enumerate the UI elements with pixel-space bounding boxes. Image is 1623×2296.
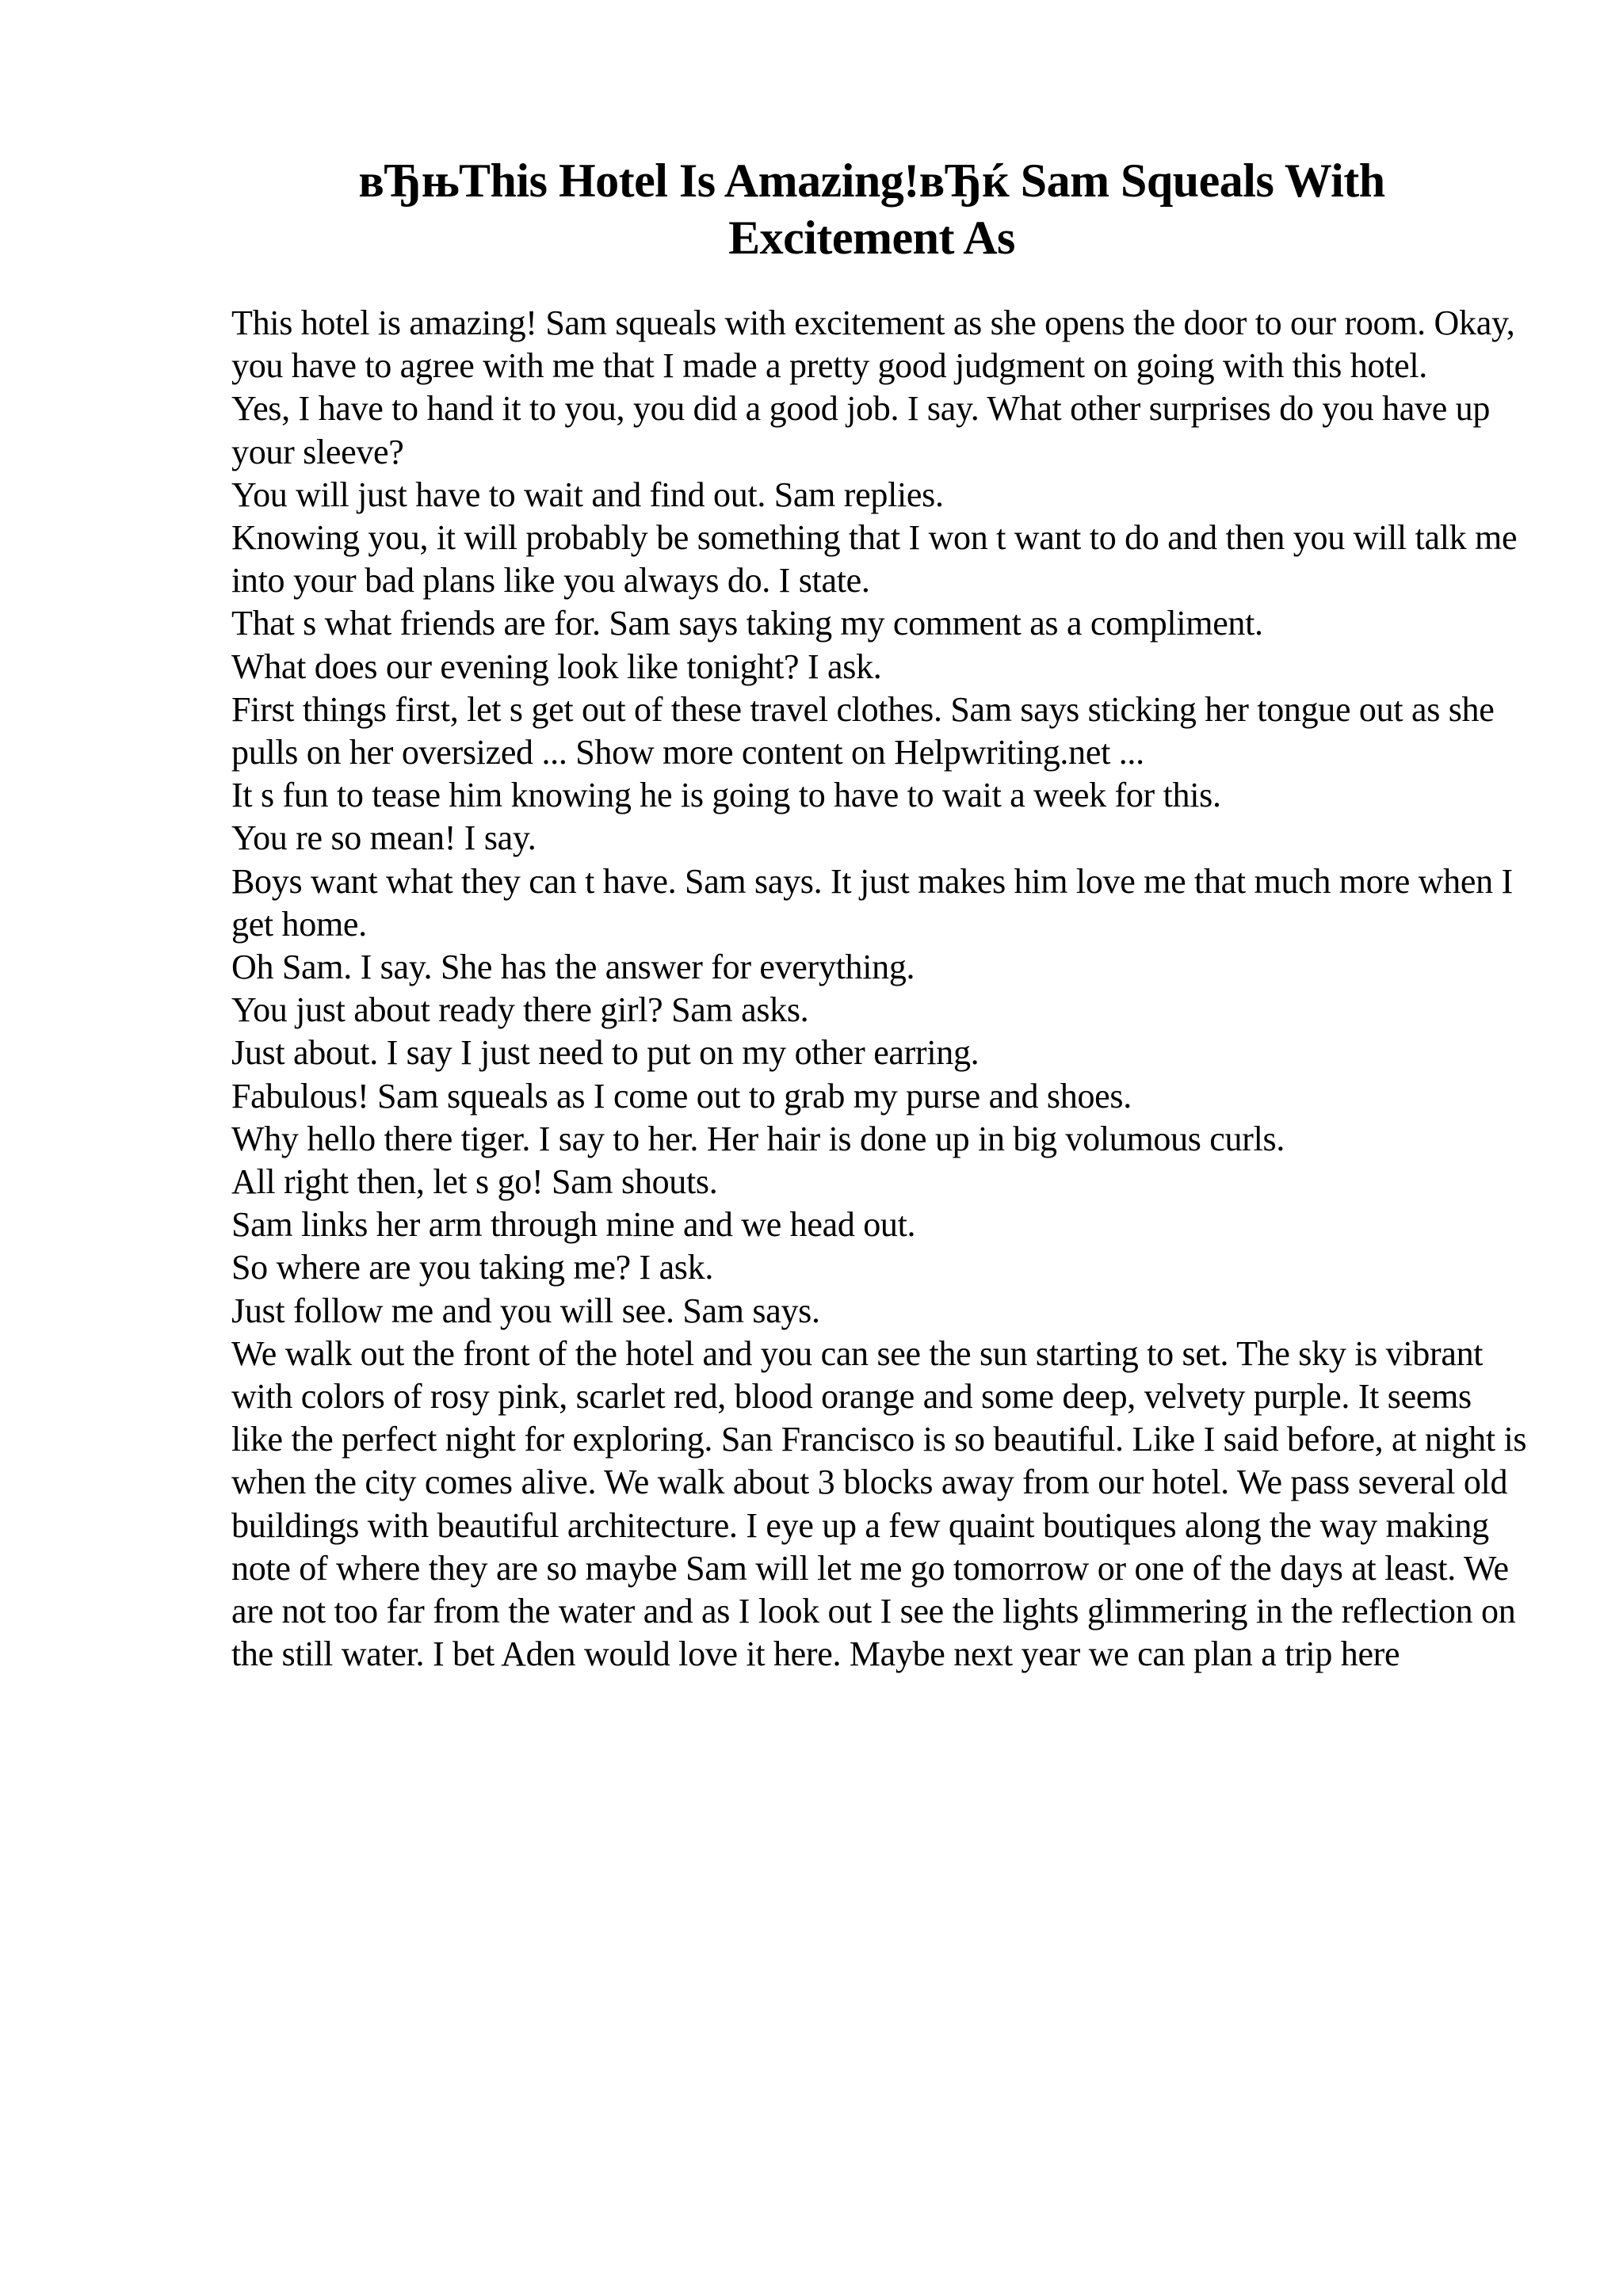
paragraph: You will just have to wait and find out. Sam replies.: [231, 475, 944, 514]
paragraph: This hotel is amazing! Sam squeals with excitement as she opens the door to our room. Okay, you have to agree with me that I made a pretty good judgment on going with this hotel.: [231, 303, 1515, 386]
document-title: вЂњThis Hotel Is Amazing!вЂќ Sam Squeals With Excitement As: [358, 154, 1385, 264]
paragraph: Yes, I have to hand it to you, you did a good job. I say. What other surprises do you have up your sleeve?: [231, 389, 1491, 471]
paragraph: First things first, let s get out of these travel clothes. Sam says sticking her tongue out as she pulls on her oversized ... Show more content on Helpwriting.net ...: [231, 689, 1495, 772]
paragraph: We walk out the front of the hotel and you can see the sun starting to set. The sky is vibrant with colors of rosy pink, scarlet red, blood orange and some deep, velvety purple. It seems like the perfect night for exploring. San Francisco is so beautiful. Like I said before, at night is when the city comes alive. We walk about 3 blocks away from our hotel. We pass several old buildings with beautiful architecture. I eye up a few quaint boutiques along the way making note of where they are so maybe Sam will let me go tomorrow or one of the days at least. We are not too far from the water and as I look out I see the lights glimmering in the reflection on the still water. I bet Aden would love it here. Maybe next year we can plan a trip here: [231, 1333, 1527, 1674]
paragraph: So where are you taking me? I ask.: [231, 1248, 714, 1287]
paragraph: Fabulous! Sam squeals as I come out to grab my purse and shoes.: [231, 1076, 1132, 1116]
paragraph: Sam links her arm through mine and we head out.: [231, 1205, 916, 1245]
paragraph: You just about ready there girl? Sam asks.: [231, 990, 809, 1030]
paragraph: Just about. I say I just need to put on my other earring.: [231, 1033, 980, 1073]
paragraph: All right then, let s go! Sam shouts.: [231, 1162, 718, 1202]
paragraph: Boys want what they can t have. Sam says. It just makes him love me that much more when I get home.: [231, 861, 1513, 944]
paragraph: Oh Sam. I say. She has the answer for everything.: [231, 948, 915, 987]
paragraph: You re so mean! I say.: [231, 818, 537, 858]
paragraph: It s fun to tease him knowing he is going to have to wait a week for this.: [231, 776, 1221, 815]
paragraph: What does our evening look like tonight? I ask.: [231, 646, 882, 686]
document-body: [231, 302, 1528, 1676]
paragraph: Just follow me and you will see. Sam says.: [231, 1291, 820, 1330]
paragraph: Knowing you, it will probably be something that I won t want to do and then you will talk me into your bad plans like you always do. I state.: [231, 518, 1518, 601]
paragraph: Why hello there tiger. I say to her. Her hair is done up in big volumous curls.: [231, 1119, 1285, 1158]
paragraph: That s what friends are for. Sam says taking my comment as a compliment.: [231, 604, 1263, 643]
